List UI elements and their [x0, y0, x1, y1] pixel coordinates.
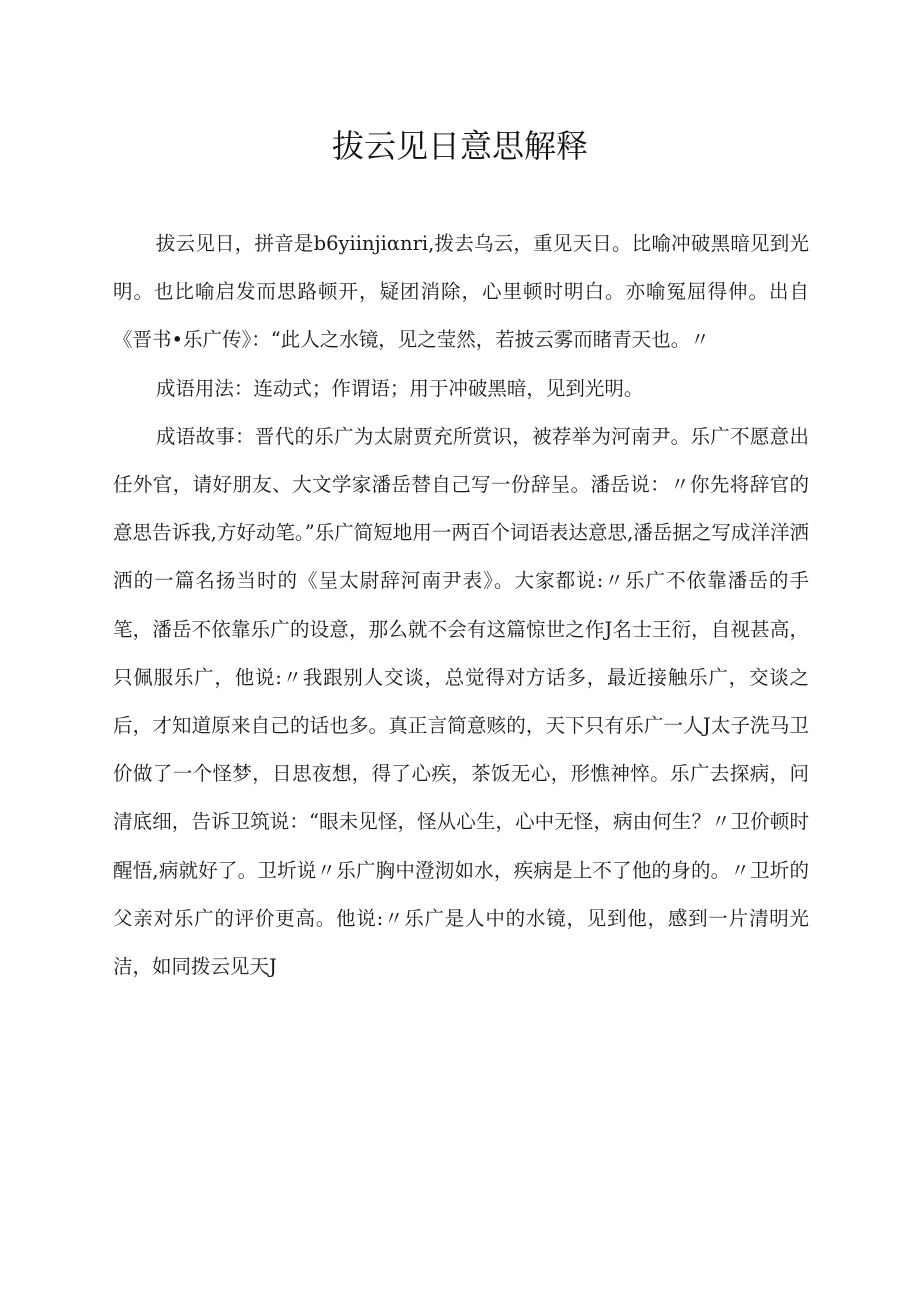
- document-title: 拔云见日意思解释: [331, 127, 588, 165]
- document-body: [113, 220, 809, 991]
- paragraph-usage: 成语用法：连动式；作谓语；用于冲破黑暗，见到光明。: [155, 376, 644, 400]
- paragraph-story: 成语故事：晋代的乐广为太尉贾充所赏识，被荐举为河南尹。乐广不愿意出任外官，请好朋友、大文学家潘岳替自己写一份辞呈。潘岳说：〃你先将辞官的意思告诉我,方好动笔。”乐广简短地用一两百个词语表达意思,潘岳据之写成洋洋洒洒的一篇名扬当时的《呈太尉辞河南尹表》。大家都说:〃乐广不依靠潘岳的手笔，潘岳不依靠乐广的设意，那么就不会有这篇惊世之作J名士王衍，自视甚高，只佩服乐广，他说:〃我跟别人交谈，总觉得对方话多，最近接触乐广，交谈之后，才知道原来自己的话也多。真正言简意赅的，天下只有乐广一人J太子洗马卫价做了一个怪梦，日思夜想，得了心疾，茶饭无心，形憔神悴。乐广去探病，问清底细，告诉卫筑说：“眼未见怪，怪从心生，心中无怪，病由何生？〃卫价顿时醒悟,病就好了。卫圻说〃乐广胸中澄沏如水，疾病是上不了他的身的。〃卫圻的父亲对乐广的评价更高。他说:〃乐广是人中的水镜，见到他，感到一片清明光洁，如同拨云见天J: [113, 424, 809, 979]
- paragraph-definition: 拔云见日，拼音是b6yiinjiαnri,拨去乌云，重见天日。比喻冲破黑暗见到光明。也比喻启发而思路顿开，疑团消除，心里顿时明白。亦喻冤屈得伸。出自《晋书•乐广传》：“此人之水镜，见之莹然，若披云雾而睹青天也。〃: [113, 232, 809, 352]
